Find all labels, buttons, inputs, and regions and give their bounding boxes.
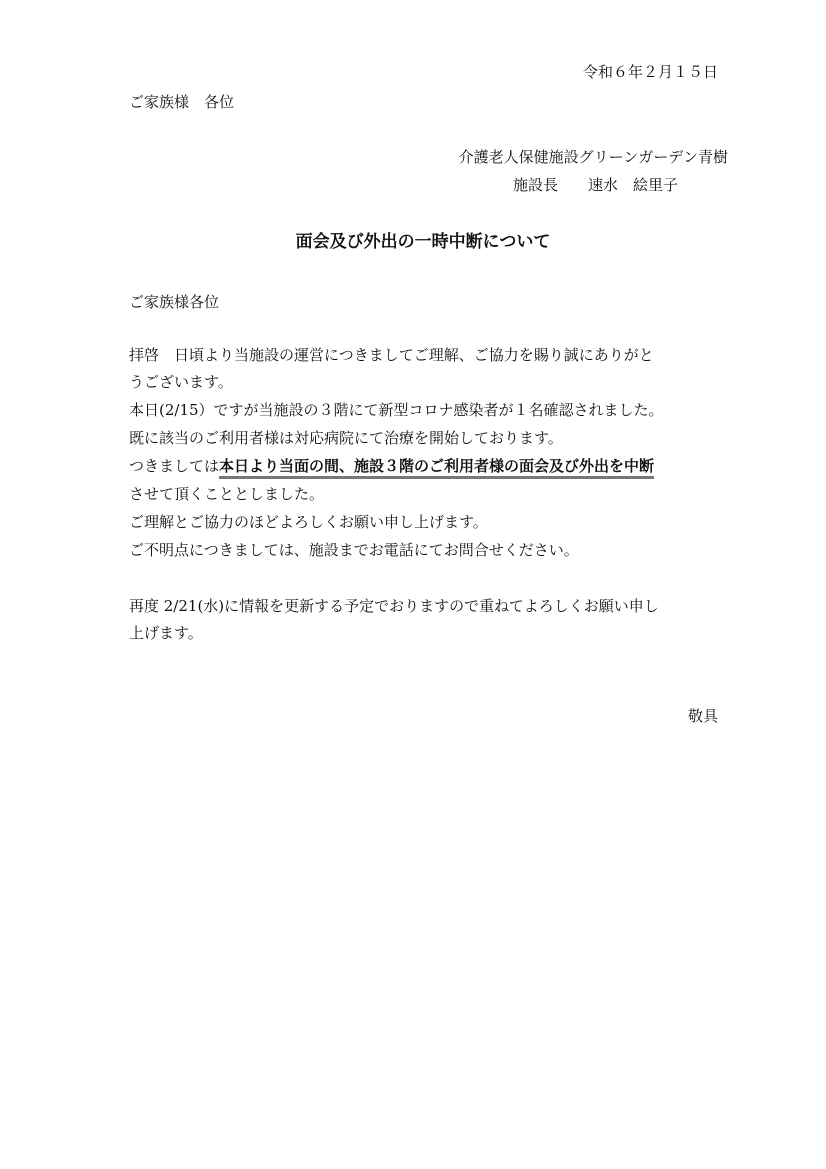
body-line: 拝啓 日頃より当施設の運営につきましてご理解、ご協力を賜り誠にありがと: [129, 346, 654, 364]
closing-phrase: 敬具: [687, 707, 718, 725]
sender-director: 施設長 速水 絵里子: [512, 176, 678, 194]
body-line: 再度 2/21(水)に情報を更新する予定でおりますので重ねてよろしくお願い申し: [129, 597, 659, 615]
sender-organization: 介護老人保健施設グリーンガーデン青樹: [458, 148, 728, 166]
salutation: ご家族様各位: [129, 293, 220, 311]
body-line: 上げます。: [129, 624, 203, 642]
body-line: ご不明点につきましては、施設までお電話にてお問合せください。: [129, 541, 579, 559]
body-line: 本日(2/15）ですが当施設の３階にて新型コロナ感染者が１名確認されました。: [129, 401, 664, 419]
page-title: 面会及び外出の一時中断について: [295, 232, 551, 252]
body-line: させて頂くこととしました。: [129, 485, 325, 503]
body-line: ご理解とご協力のほどよろしくお願い申し上げます。: [129, 513, 488, 531]
body-line: 既に該当のご利用者様は対応病院にて治療を開始しております。: [129, 429, 563, 447]
body-line: うございます。: [129, 373, 233, 391]
body-line-emphasis-row: [129, 456, 654, 476]
document-date: 令和６年２月１５日: [582, 63, 718, 81]
suspension-notice-emphasis: 本日より当面の間、施設３階のご利用者様の面会及び外出を中断: [219, 457, 654, 479]
body-line-prefix: つきましては: [129, 457, 220, 475]
recipient-line: ご家族様 各位: [129, 93, 235, 111]
